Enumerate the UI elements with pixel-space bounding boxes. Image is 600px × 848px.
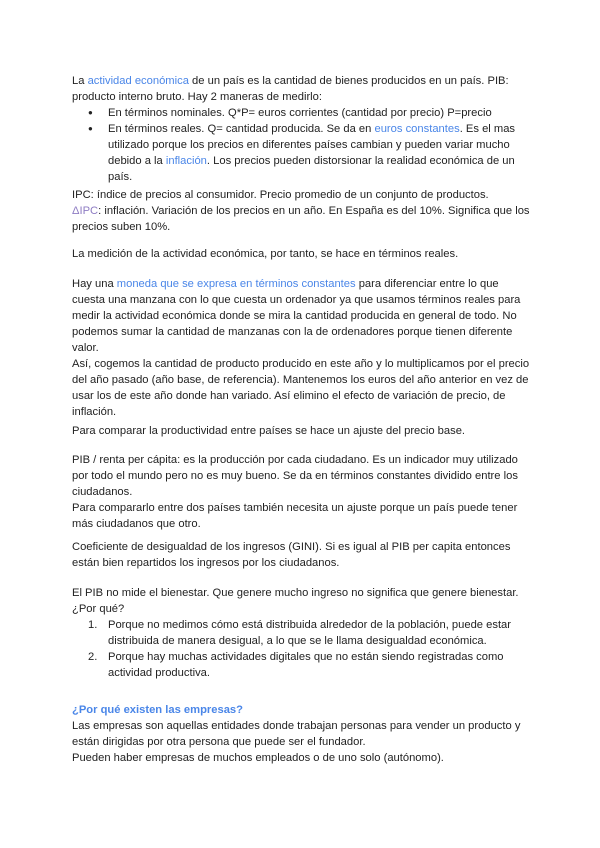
price-adjustment-paragraph: Para comparar la productividad entre países se hace un ajuste del precio base. <box>72 425 466 437</box>
delta-ipc-term: ΔIPC <box>72 205 99 217</box>
bullet-list <box>72 105 532 185</box>
list-item: 2. Porque hay muchas actividades digitales que no están siendo registradas como actividad productiva. <box>88 651 504 679</box>
constant-currency-paragraph: Hay una moneda que se expresa en términos constantes para diferenciar entre lo que cuesta una manzana con lo que cuesta un ordenador ya que usamos términos reales para medir la actividad económica donde se mira la cantidad producida en general de todo. No podemos sumar la cantidad de manzanas con la de ordenadores porque tienen diferente valor. Así, cogemos la cantidad de producto producido en este año y lo multiplicamos por el precio del año pasado (año base, de referencia). Mantenemos los euros del año anterior en vez de usar los de este año donde han variado. Así elimino el efecto de variación de precio, de inflación. <box>72 278 530 418</box>
bienestar-paragraph: El PIB no mide el bienestar. Que genere mucho ingreso no significa que genere bienestar. ¿Por qué? <box>72 587 519 615</box>
ipc-paragraph: IPC: índice de precios al consumidor. Precio promedio de un conjunto de productos. ΔIPC: inflación. Variación de los precios en un año. En España es del 10%. Significa que los precios suben 10%. <box>72 189 530 233</box>
bullet-item-nominales: ● En términos nominales. Q*P= euros corrientes (cantidad por precio) P=precio <box>72 105 532 121</box>
highlight-actividad-economica: actividad económica <box>87 75 189 87</box>
highlight-inflacion: inflación <box>165 155 207 167</box>
highlight-euros-constantes: euros constantes <box>374 123 460 135</box>
empresas-paragraph: Las empresas son aquellas entidades donde trabajan personas para vender un producto y están dirigidas por otra persona que puede ser el fundador. Pueden haber empresas de muchos empleados o de uno solo (autónomo). <box>72 720 521 764</box>
list-item: 1. Porque no medimos cómo está distribuida alrededor de la población, puede estar distribuida de manera desigual, a lo que se le llama desigualdad económica. <box>88 619 511 647</box>
gini-paragraph: Coeficiente de desigualdad de los ingresos (GINI). Si es igual al PIB per capita entonces están bien repartidos los ingresos por los ciudadanos. <box>72 541 511 569</box>
real-terms-paragraph: La medición de la actividad económica, por tanto, se hace en términos reales. <box>72 248 459 260</box>
bullet-item-reales: ● En términos reales. Q= cantidad producida. Se da en euros constantes. Es el mas utilizado porque los precios en diferentes países cambian y pueden variar mucho debido a la inflación. Los precios pueden distorsionar la realidad económica de un país. <box>72 121 532 185</box>
numbered-list <box>72 617 532 681</box>
highlight-moneda-constante: moneda que se expresa en términos constantes <box>116 278 356 290</box>
section-heading: ¿Por qué existen las empresas? <box>72 704 243 716</box>
pib-per-capita-paragraph: PIB / renta per cápita: es la producción por cada ciudadano. Es un indicador muy utilizado por todo el mundo pero no es muy bueno. Se da en términos constantes dividido entre los ciudadanos. Para compararlo entre dos países también necesita un ajuste porque un país puede tener más ciudadanos que otro. <box>72 454 518 530</box>
intro-paragraph: La actividad económica de un país es la cantidad de bienes producidos en un país. PIB: producto interno bruto. Hay 2 maneras de medirlo: <box>72 75 509 103</box>
